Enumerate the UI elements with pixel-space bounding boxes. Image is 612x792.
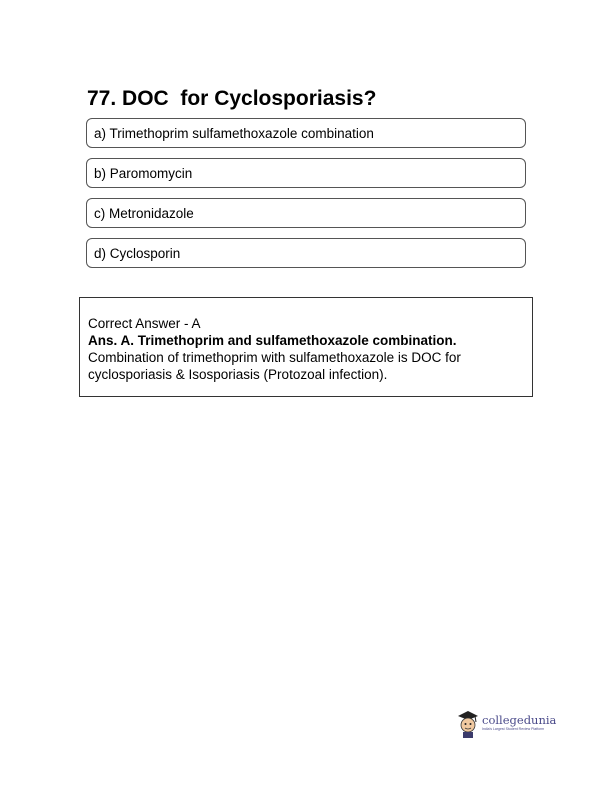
graduate-mascot-icon [456,708,480,738]
correct-answer-line: Correct Answer - A [88,316,201,331]
collegedunia-logo [456,706,556,740]
answer-box [79,297,533,397]
logo-tagline: India's Largest Student Review Platform [482,727,545,731]
question-title: 77. DOC for Cyclosporiasis? [87,87,377,110]
answer-explanation: Combination of trimethoprim with sulfamethoxazole is DOC for cyclosporiasis & Isosporiasis (Protozoal infection). [88,350,461,382]
option-d[interactable]: d) Cyclosporin [86,238,526,268]
option-c[interactable]: c) Metronidazole [86,198,526,228]
answer-heading: Ans. A. Trimethoprim and sulfamethoxazole combination. [88,333,457,348]
option-a[interactable]: a) Trimethoprim sulfamethoxazole combination [86,118,526,148]
options-list [86,118,526,278]
logo-name: collegedunia [482,713,557,727]
option-b[interactable]: b) Paromomycin [86,158,526,188]
